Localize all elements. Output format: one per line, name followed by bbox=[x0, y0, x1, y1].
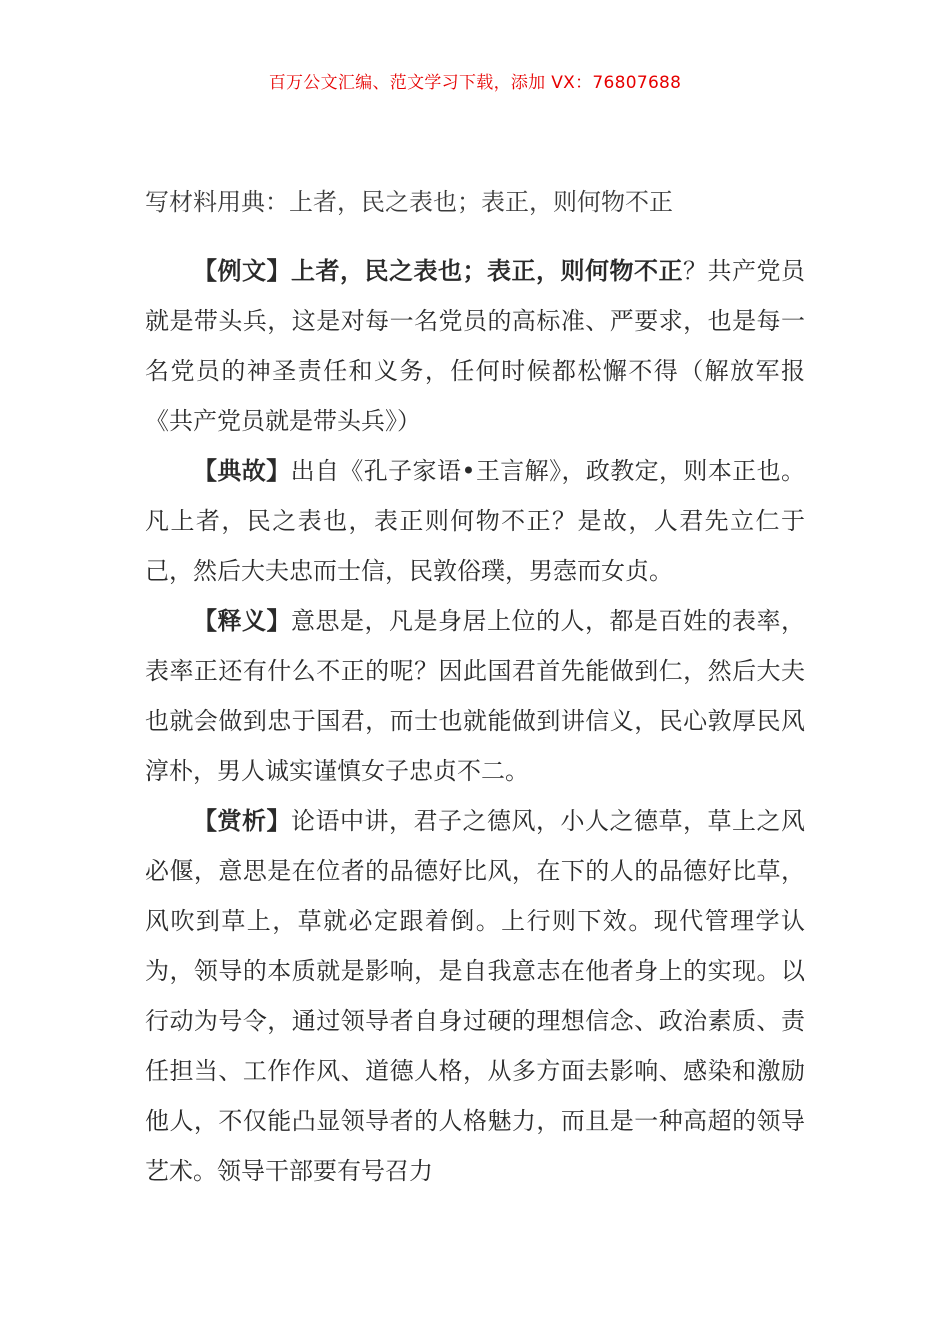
appreciation-tag: 【赏析】 bbox=[193, 807, 291, 835]
allusion-paragraph bbox=[145, 446, 805, 596]
appreciation-paragraph bbox=[145, 796, 805, 1196]
document-title: 写材料用典：上者，民之表也；表正，则何物不正 bbox=[145, 188, 673, 216]
example-paragraph bbox=[145, 246, 805, 446]
meaning-text: 意思是，凡是身居上位的人，都是百姓的表率，表率正还有什么不正的呢？因此国君首先能做到仁，然后大夫也就会做到忠于国君，而士也就能做到讲信义，民心敦厚民风淳朴，男人诚实谨慎女子忠贞不二。 bbox=[145, 607, 805, 785]
example-text: ？共产党员就是带头兵，这是对每一名党员的高标准、严要求，也是每一名党员的神圣责任和义务，任何时候都松懈不得（解放军报《共产党员就是带头兵》） bbox=[145, 257, 805, 435]
allusion-tag: 【典故】 bbox=[193, 457, 291, 485]
document-body bbox=[145, 246, 805, 1196]
appreciation-text: 论语中讲，君子之德风，小人之德草，草上之风必偃，意思是在位者的品德好比风，在下的人的品德好比草，风吹到草上，草就必定跟着倒。上行则下效。现代管理学认为，领导的本质就是影响，是自我意志在他者身上的实现。以行动为号令，通过领导者自身过硬的理想信念、政治素质、责任担当、工作作风、道德人格，从多方面去影响、感染和激励他人，不仅能凸显领导者的人格魅力，而且是一种高超的领导艺术。领导干部要有号召力 bbox=[145, 807, 805, 1185]
meaning-tag: 【释义】 bbox=[193, 607, 291, 635]
allusion-text: 出自《孔子家语•王言解》，政教定，则本正也。凡上者，民之表也，表正则何物不正？是故，人君先立仁于己，然后大夫忠而士信，民敦俗璞，男悫而女贞。 bbox=[145, 457, 806, 585]
example-quote: 上者，民之表也；表正，则何物不正 bbox=[291, 257, 683, 285]
watermark-header: 百万公文汇编、范文学习下载，添加 VX：76807688 bbox=[268, 73, 682, 93]
meaning-paragraph bbox=[145, 596, 805, 796]
example-tag: 【例文】 bbox=[193, 257, 291, 285]
